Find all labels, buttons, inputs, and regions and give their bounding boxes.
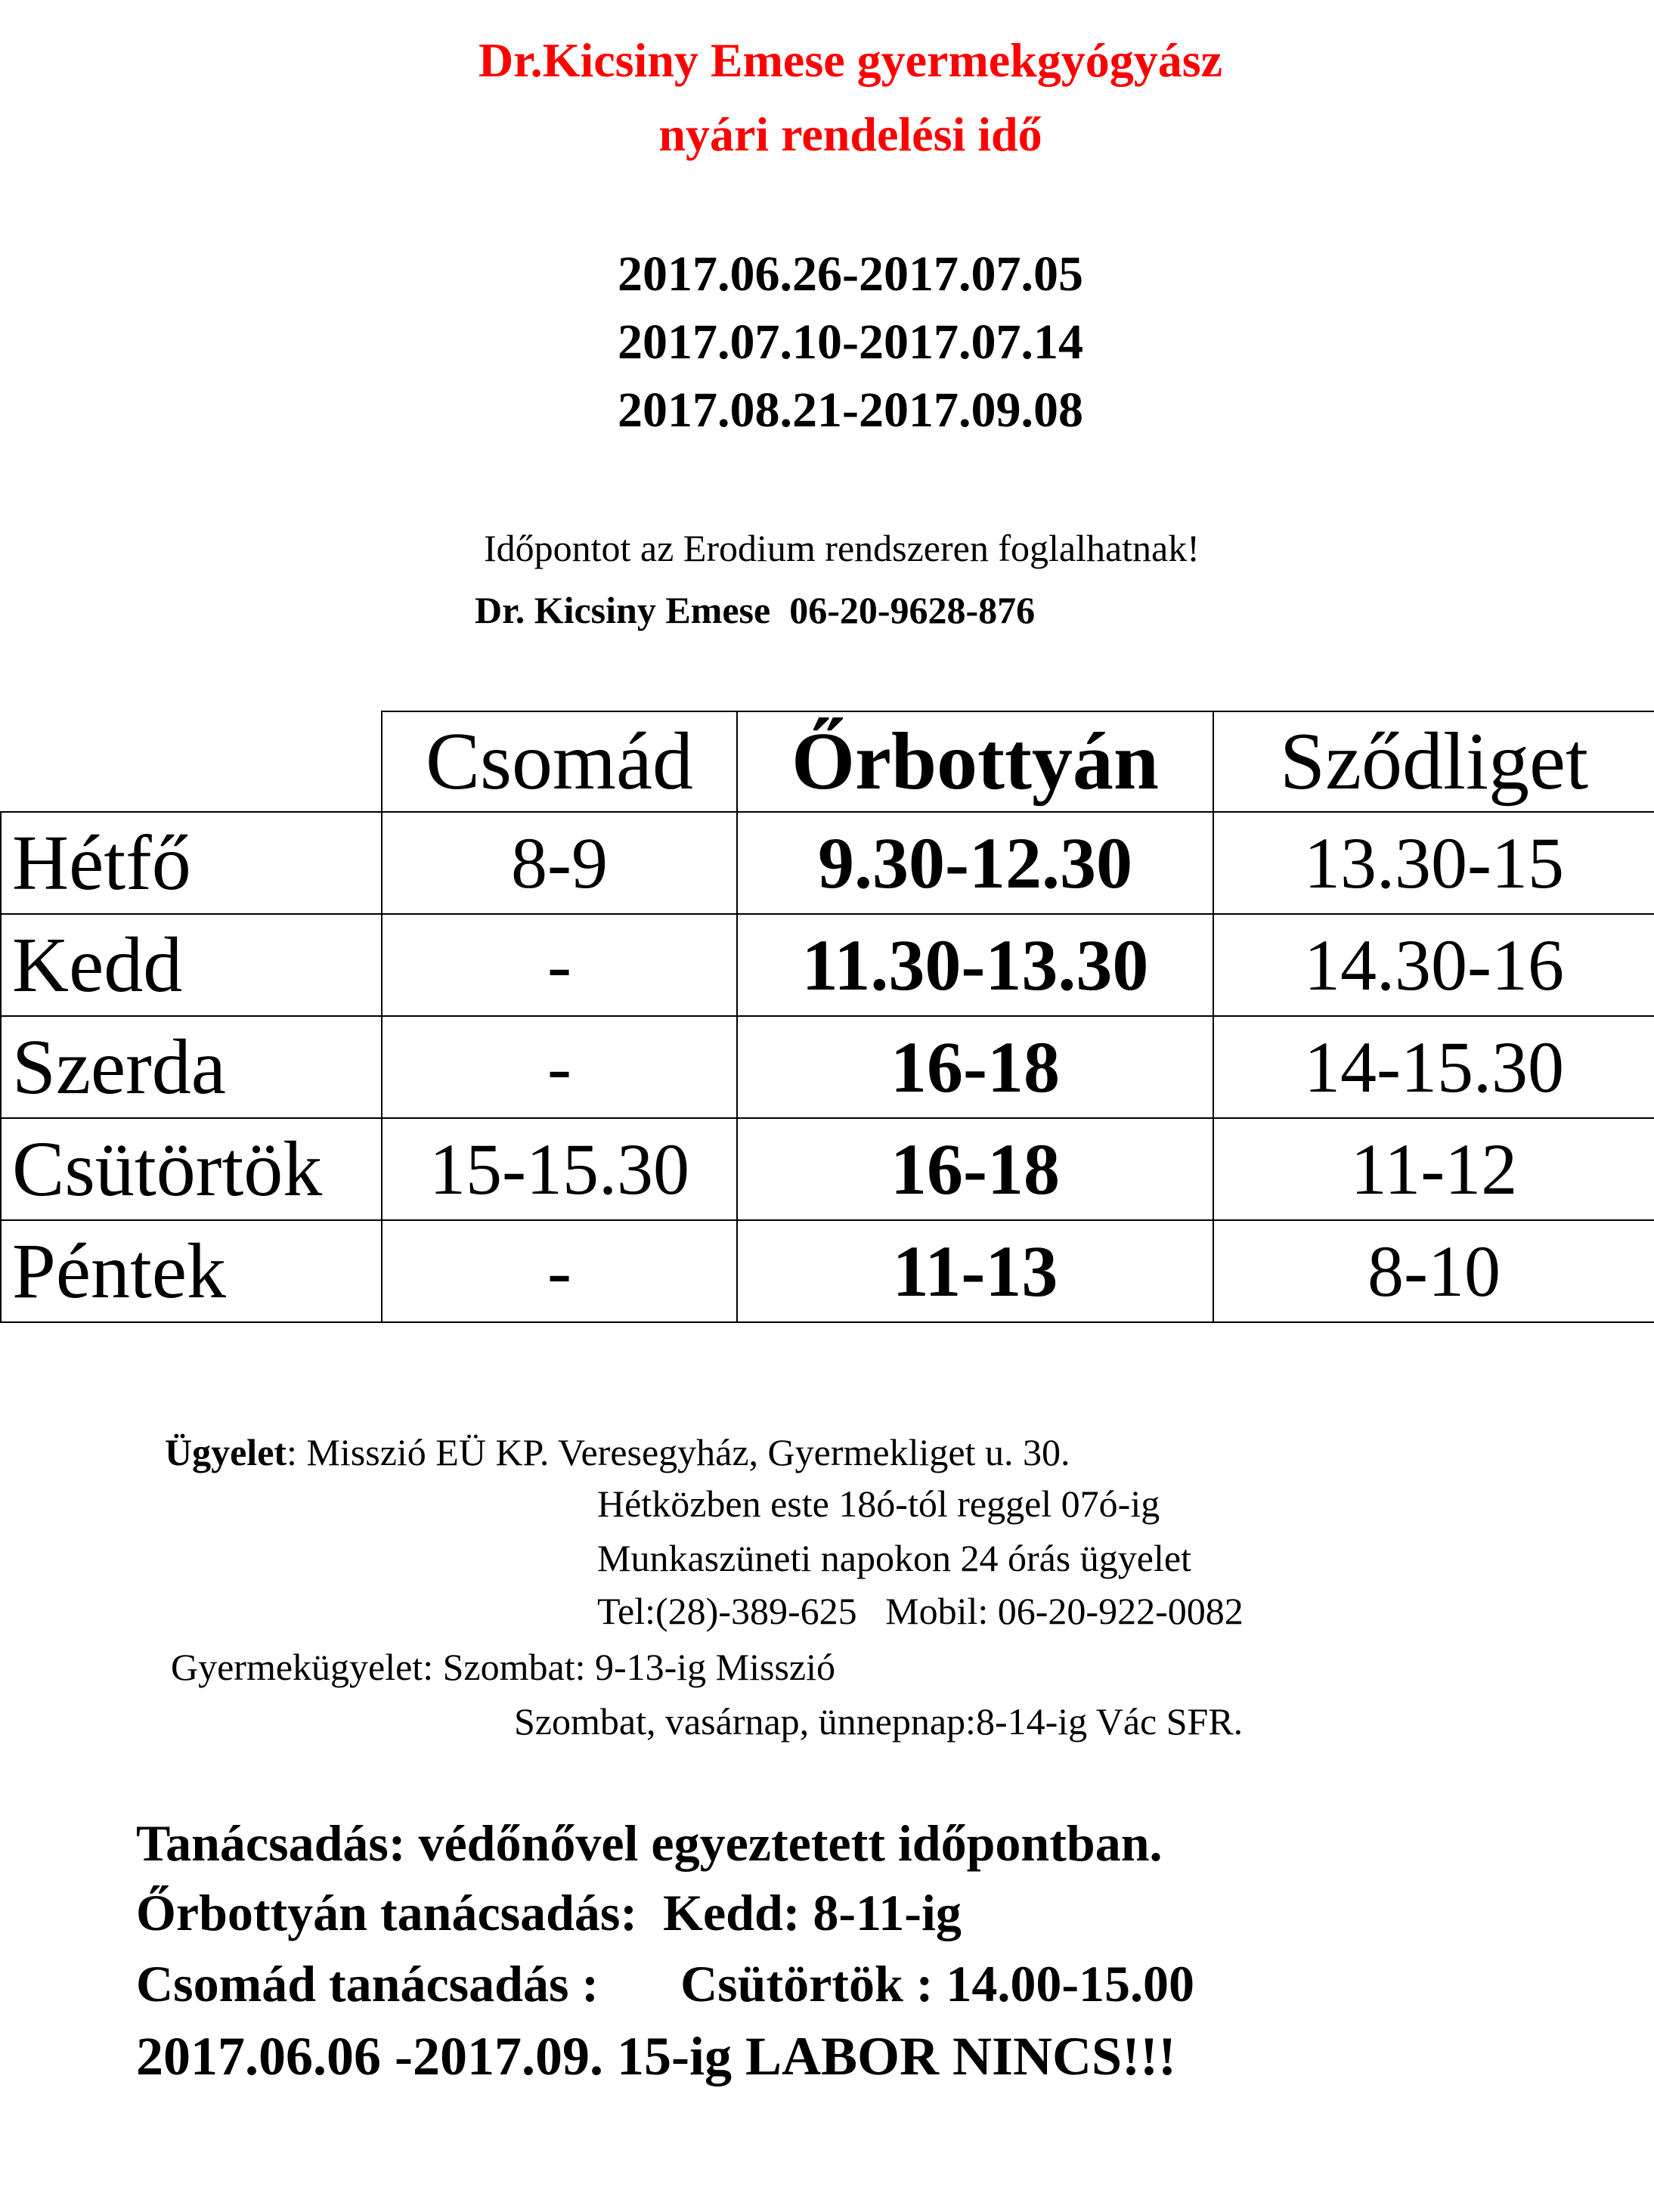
day-label: Kedd bbox=[1, 914, 382, 1016]
column-header-orbottyan: Őrbottyán bbox=[737, 711, 1213, 812]
duty-phones bbox=[597, 1592, 1244, 1630]
csomad-hours: - bbox=[382, 914, 737, 1016]
duty-line-1 bbox=[165, 1433, 1070, 1471]
duty-holiday-hours: Munkaszüneti napokon 24 órás ügyelet bbox=[597, 1537, 1191, 1579]
counseling-csomad-value: Csütörtök : 14.00-15.00 bbox=[680, 1955, 1195, 2012]
contact-line bbox=[475, 591, 1035, 629]
szodliget-hours: 13.30-15 bbox=[1213, 812, 1654, 914]
counseling-orbottyan-label: Őrbottyán tanácsadás: bbox=[136, 1884, 638, 1941]
orbottyan-hours: 11.30-13.30 bbox=[737, 914, 1213, 1016]
szodliget-hours: 14.30-16 bbox=[1213, 914, 1654, 1016]
booking-note: Időpontot az Erodium rendszeren foglalhatnak! bbox=[484, 527, 1200, 569]
csomad-hours: - bbox=[382, 1220, 737, 1322]
contact-phone: 06-20-9628-876 bbox=[789, 589, 1036, 631]
child-duty-line-1 bbox=[171, 1648, 835, 1686]
table-row bbox=[1, 1118, 1654, 1220]
counseling-general: Tanácsadás: védőnővel egyeztetett időpontban. bbox=[136, 1814, 1163, 1872]
day-label: Péntek bbox=[1, 1220, 382, 1322]
table-row bbox=[1, 914, 1654, 1016]
child-duty-saturday: Szombat: 9-13-ig Misszió bbox=[442, 1646, 836, 1688]
child-duty-label: Gyermekügyelet: bbox=[171, 1646, 434, 1688]
date-range-2: 2017.07.10-2017.07.14 bbox=[618, 314, 1083, 370]
no-lab-notice: 2017.06.06 -2017.09. 15-ig LABOR NINCS!!! bbox=[136, 2026, 1176, 2087]
doctor-title: Dr.Kicsiny Emese gyermekgyógyász bbox=[478, 33, 1223, 87]
duty-mobile: Mobil: 06-20-922-0082 bbox=[885, 1590, 1244, 1632]
counseling-orbottyan-value: Kedd: 8-11-ig bbox=[663, 1884, 962, 1941]
day-label: Hétfő bbox=[1, 812, 382, 914]
date-range-3: 2017.08.21-2017.09.08 bbox=[618, 383, 1083, 438]
orbottyan-hours: 11-13 bbox=[737, 1220, 1213, 1322]
szodliget-hours: 8-10 bbox=[1213, 1220, 1654, 1322]
contact-name: Dr. Kicsiny Emese bbox=[475, 589, 771, 631]
duty-weekday-hours: Hétközben este 18ó-tól reggel 07ó-ig bbox=[597, 1482, 1160, 1525]
table-row bbox=[1, 1220, 1654, 1322]
table-corner bbox=[1, 711, 382, 812]
duty-tel: Tel:(28)-389-625 bbox=[597, 1590, 857, 1632]
counseling-csomad bbox=[136, 1955, 1195, 2012]
child-duty-weekend: Szombat, vasárnap, ünnepnap:8-14-ig Vác SFR. bbox=[514, 1700, 1244, 1743]
orbottyan-hours: 16-18 bbox=[737, 1016, 1213, 1118]
duty-address: : Misszió EÜ KP. Veresegyház, Gyermekliget u. 30. bbox=[287, 1431, 1070, 1473]
table-row bbox=[1, 1016, 1654, 1118]
column-header-szodliget: Sződliget bbox=[1213, 711, 1654, 812]
szodliget-hours: 11-12 bbox=[1213, 1118, 1654, 1220]
summer-hours-title: nyári rendelési idő bbox=[658, 107, 1042, 161]
orbottyan-hours: 16-18 bbox=[737, 1118, 1213, 1220]
date-range-1: 2017.06.26-2017.07.05 bbox=[618, 246, 1083, 302]
column-header-csomad: Csomád bbox=[382, 711, 737, 812]
table-header-row bbox=[1, 711, 1654, 812]
schedule-table bbox=[0, 711, 1654, 1323]
day-label: Szerda bbox=[1, 1016, 382, 1118]
orbottyan-hours: 9.30-12.30 bbox=[737, 812, 1213, 914]
szodliget-hours: 14-15.30 bbox=[1213, 1016, 1654, 1118]
counseling-csomad-label: Csomád tanácsadás : bbox=[136, 1955, 599, 2012]
day-label: Csütörtök bbox=[1, 1118, 382, 1220]
csomad-hours: 8-9 bbox=[382, 812, 737, 914]
csomad-hours: 15-15.30 bbox=[382, 1118, 737, 1220]
table-row bbox=[1, 812, 1654, 914]
csomad-hours: - bbox=[382, 1016, 737, 1118]
counseling-orbottyan bbox=[136, 1884, 962, 1941]
duty-label: Ügyelet bbox=[165, 1431, 287, 1473]
